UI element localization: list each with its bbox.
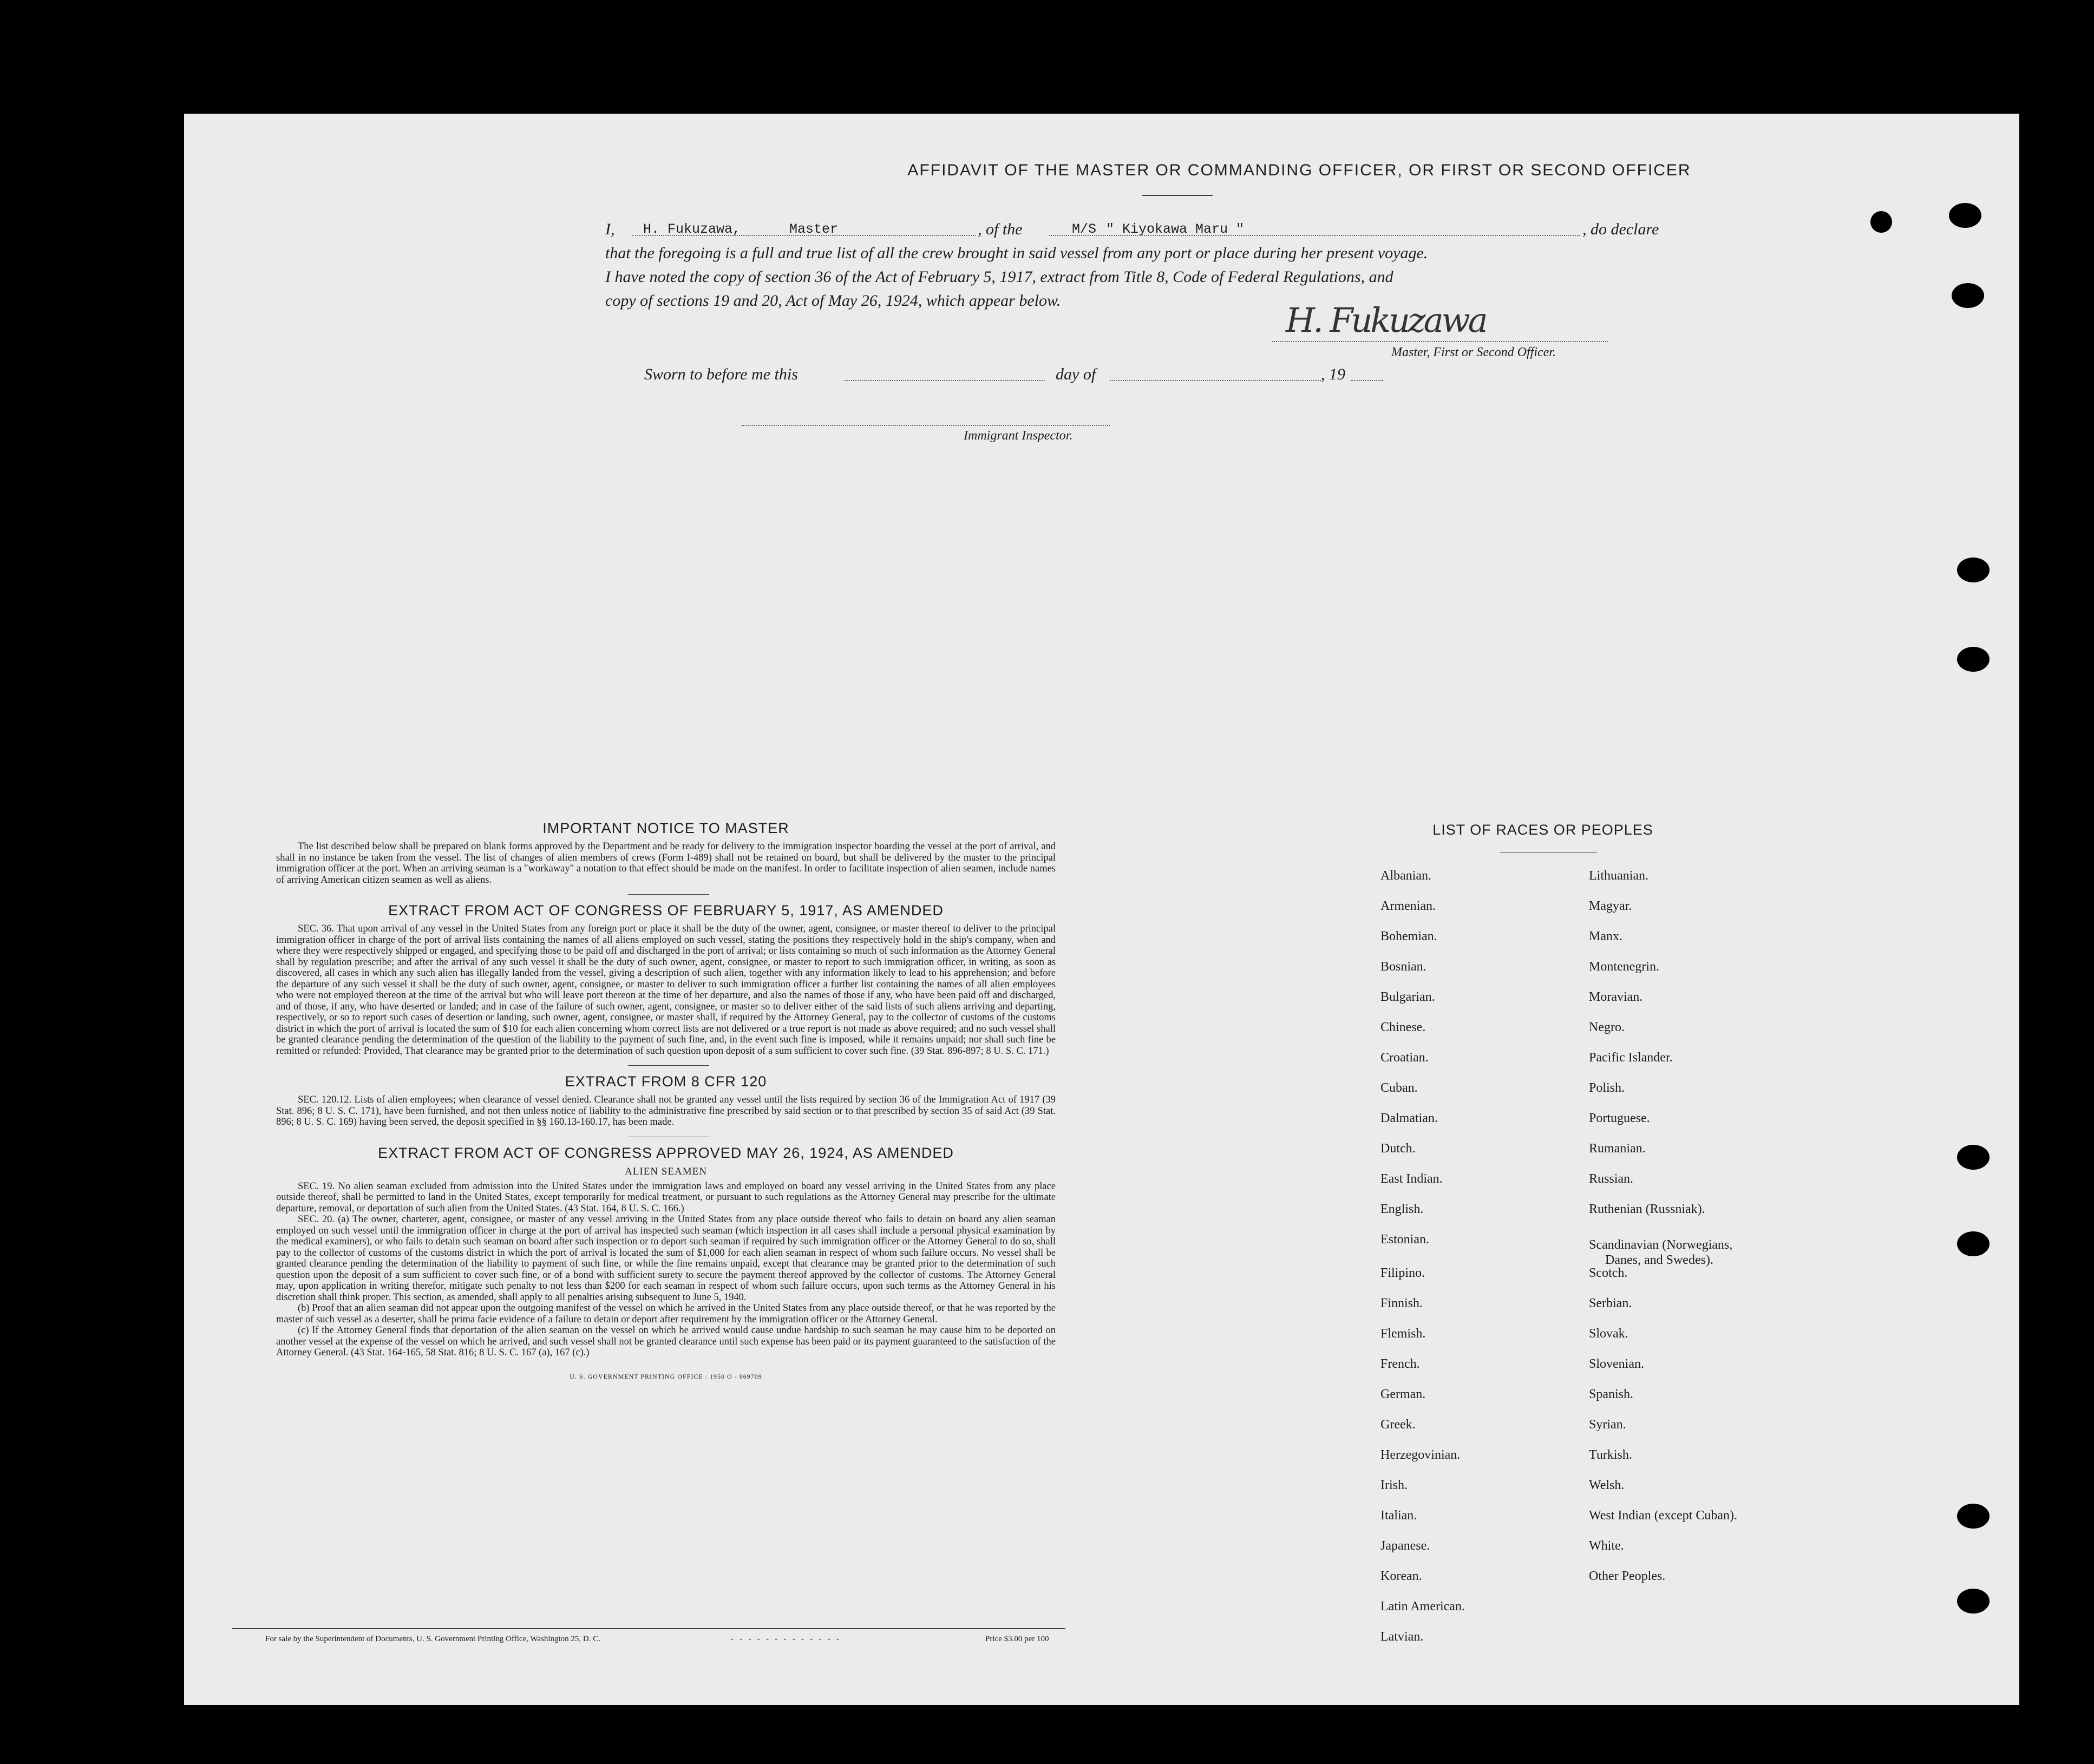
race-item: Italian. <box>1380 1509 1417 1523</box>
race-item: White. <box>1589 1539 1624 1553</box>
races-heading: LIST OF RACES OR PEOPLES <box>1432 822 1653 838</box>
race-item: Serbian. <box>1589 1296 1632 1310</box>
punch-hole <box>1957 558 1990 582</box>
race-item: Slovenian. <box>1589 1357 1644 1371</box>
sworn-day-dotline <box>845 380 1045 381</box>
race-item: Latin American. <box>1380 1599 1465 1614</box>
inspector-signature-line <box>742 425 1110 426</box>
race-item: Welsh. <box>1589 1478 1625 1492</box>
footer-price: Price $3.00 per 100 <box>985 1635 1049 1643</box>
race-item: Montenegrin. <box>1589 960 1659 974</box>
race-item: Herzegovinian. <box>1380 1448 1461 1462</box>
race-item: German. <box>1380 1387 1426 1401</box>
race-item: East Indian. <box>1380 1172 1443 1186</box>
punch-hole <box>1957 1145 1990 1170</box>
race-item: Russian. <box>1589 1172 1634 1186</box>
race-item: Dalmatian. <box>1380 1111 1438 1125</box>
title-divider <box>1142 195 1213 196</box>
vessel-prefix: M/S <box>1072 221 1097 237</box>
footer-rule <box>232 1628 1065 1629</box>
affidavit-title: AFFIDAVIT OF THE MASTER OR COMMANDING OFFICER, OR FIRST OR SECOND OFFICER <box>907 161 1691 179</box>
race-item: French. <box>1380 1357 1420 1371</box>
notice-text: The list described below shall be prepared on blank forms approved by the Department and be ready for delivery to the immigration inspector boarding the vessel at the port of arrival, and shall in no instance be taken from the vessel. The list of changes of alien members of crews (Form I-489) shall not be retained on board, but shall be delivered by the master to the principal immigration officer at the port. When an arriving seaman is a "workaway" a notation to that effect should be made on the manifest. In order to facilitate inspection of alien seamen, include names of arriving American citizen seamen as well as aliens. <box>276 841 1056 886</box>
extract-cfr-text: SEC. 120.12. Lists of alien employees; when clearance of vessel denied. Clearance shall not be granted any vessel until the lists required by section 36 of the Immigration Act of 1917 (39 Stat. 896; 8 U. S. C. 171), have been furnished, and not then unless notice of liability to the administrative fine prescribed by said section or to that prescribed by section 35 of said Act (39 Stat. 896; 8 U. S. C. 169) having been served, the deposit specified in §§ 160.13-160.17, has been made. <box>276 1094 1056 1127</box>
signer-caption: Master, First or Second Officer. <box>1391 345 1556 359</box>
extract-1917-heading: EXTRACT FROM ACT OF CONGRESS OF FEBRUARY 5, 1917, AS AMENDED <box>388 902 944 919</box>
race-item: West Indian (except Cuban). <box>1589 1509 1737 1523</box>
race-item: Portuguese. <box>1589 1111 1650 1125</box>
sworn-label: Sworn to before me this <box>644 365 798 383</box>
do-declare-text: , do declare <box>1582 220 1659 238</box>
race-item: Cuban. <box>1380 1081 1418 1095</box>
master-name: H. Fukuzawa, <box>643 221 741 237</box>
race-item: Ruthenian (Russniak). <box>1589 1202 1705 1216</box>
punch-hole <box>1870 211 1892 233</box>
race-item: Negro. <box>1589 1020 1625 1034</box>
race-item: Irish. <box>1380 1478 1408 1492</box>
extract-1917-divider <box>628 1065 709 1066</box>
affidavit-line-2: that the foregoing is a full and true list of all the crew brought in said vessel from any port or place during her present voyage. <box>605 244 1428 262</box>
extract-cfr-heading: EXTRACT FROM 8 CFR 120 <box>565 1073 767 1090</box>
affidavit-i: I, <box>605 220 615 238</box>
sworn-month-dotline <box>1110 380 1321 381</box>
race-item: Manx. <box>1589 929 1622 943</box>
race-item: Other Peoples. <box>1589 1569 1666 1583</box>
extract-1924-p4: (c) If the Attorney General finds that deportation of the alien seaman on the vessel on which he arrived would cause undue hardship to such seaman he may cause him to be deported on another vessel at the expense of the vessel on which he arrived, and such vessel shall not be granted clearance until such expense has been paid or its payment guaranteed to the satisfaction of the Attorney General. (43 Stat. 164-165, 58 Stat. 816; 8 U. S. C. 167 (a), 167 (c).) <box>276 1325 1056 1358</box>
extract-1924-p2: SEC. 20. (a) The owner, charterer, agent, consignee, or master of any vessel arriving in the United States from any place outside thereof who fails to detain on board any alien seaman employed on such vessel until the immigration officer in charge at the port of arrival has inspected such seaman (which inspection in all cases shall include a personal physical examination by the medical examiners), or who fails to detain such seaman on board after such inspection or to deport such seaman if required by such immigration officer or the Attorney General to do so, shall pay to the collector of customs of the customs district in which the port of arrival is located the sum of $1,000 for each alien seaman in respect of whom such failure occurs. No vessel shall be granted clearance pending the determination of the liability to payment of such fine, or while the fine remains unpaid, except that clearance may be granted prior to the determination of such question upon the deposit of a sum sufficient to cover such fine, or of a bond with sufficient surety to secure the payment thereof approved by the collector of customs. The Attorney General may, upon application in writing therefor, mitigate such penalty to not less than $200 for each seaman in respect of whom such failure occurs, upon such terms as the Attorney General in his discretion shall think proper. This section, as amended, shall apply to all penalties arising subsequent to June 5, 1940. <box>276 1214 1056 1303</box>
race-item: Scandinavian (Norwegians, <box>1589 1238 1733 1252</box>
punch-hole <box>1957 1231 1990 1256</box>
race-item: Moravian. <box>1589 990 1643 1004</box>
punch-hole <box>1949 203 1981 228</box>
race-item: Danes, and Swedes). <box>1605 1253 1713 1267</box>
extract-1917-text: SEC. 36. That upon arrival of any vessel in the United States from any foreign port or place it shall be the duty of the owner, agent, consignee, or master thereof to deliver to the principal immigration officer in charge of the port of arrival lists containing the names of all aliens employed on such vessel, stating the positions they respectively hold in the ship's company, when and where they were respectively shipped or engaged, and specifying those to be paid off and discharged in the port of arrival; or lists containing so much of such information as the Attorney General shall by regulation prescribe; and after the arrival of any such vessel it shall be the duty of such owner, agent, consignee, or master to report to such immigration officer, in writing, as soon as discovered, all cases in which any such alien has illegally landed from the vessel, giving a description of such alien, together with any information likely to lead to his apprehension; and before the departure of any such vessel it shall be the duty of such owner, agent, consignee, or master to deliver to such immigration officer a further list containing the names of all alien employees who were not employed thereon at the time of the arrival but who will leave port thereon at the time of her departure, and also the names of those if any, who have been paid off and discharged, and of those, if any, who have deserted or landed; and in case of the failure of such owner, agent, consignee, or master so to deliver either of the said lists of such aliens arriving and departing, respectively, or so to report such cases of desertion or landing, such owner, agent, consignee, or master shall, if required by the Attorney General, pay to the collector of customs of the customs district in which the port of arrival is located the sum of $10 for each alien concerning whom correct lists are not delivered or a true report is not made as above required; and no such vessel shall be granted clearance pending the determination of the question of the liability to the payment of such fine, and, in the event such fine is imposed, while it remains unpaid; nor shall such fine be remitted or refunded: Provided, That clearance may be granted prior to the determination of such question upon deposit of a sum sufficient to cover such fine. (39 Stat. 896-897; 8 U. S. C. 171.) <box>276 923 1056 1057</box>
inspector-caption: Immigrant Inspector. <box>964 429 1073 443</box>
race-item: Bulgarian. <box>1380 990 1435 1004</box>
race-item: Scotch. <box>1589 1266 1628 1280</box>
rank-dotline <box>632 235 976 236</box>
year-prefix: , 19 <box>1321 365 1345 383</box>
footer-left: For sale by the Superintendent of Documents, U. S. Government Printing Office, Washington 25, D. C. <box>265 1635 600 1643</box>
race-item: Turkish. <box>1589 1448 1632 1462</box>
master-rank: Master <box>789 221 839 237</box>
punch-hole <box>1957 1504 1990 1529</box>
notices-column <box>276 820 1056 1381</box>
race-item: Syrian. <box>1589 1418 1626 1432</box>
race-item: English. <box>1380 1202 1424 1216</box>
race-item: Magyar. <box>1589 899 1632 913</box>
race-item: Bohemian. <box>1380 929 1437 943</box>
race-item: Korean. <box>1380 1569 1422 1583</box>
race-item: Japanese. <box>1380 1539 1430 1553</box>
sworn-year-dotline <box>1351 380 1383 381</box>
vessel-name: " Kiyokawa Maru " <box>1106 221 1245 237</box>
punch-hole <box>1952 283 1984 308</box>
signature-line <box>1272 341 1608 342</box>
footer-dashes: - - - - - - - - - - - - - <box>731 1635 839 1643</box>
extract-1924-heading: EXTRACT FROM ACT OF CONGRESS APPROVED MAY 26, 1924, AS AMENDED <box>378 1144 954 1161</box>
race-item: Finnish. <box>1380 1296 1423 1310</box>
race-item: Lithuanian. <box>1589 869 1648 883</box>
extract-1924-subheading: ALIEN SEAMEN <box>625 1165 707 1177</box>
master-signature: H. Fukuzawa <box>1286 300 1486 340</box>
affidavit-line-4: copy of sections 19 and 20, Act of May 26, 1924, which appear below. <box>605 292 1061 310</box>
extract-1924-p3: (b) Proof that an alien seaman did not appear upon the outgoing manifest of the vessel on which he arrived in the United States from any place outside thereof, or that he was reported by the master of such vessel as a deserter, shall be prima facie evidence of a failure to detain or deport after requirement by the immigration officer or the Attorney General. <box>276 1303 1056 1325</box>
of-the-text: , of the <box>978 220 1023 238</box>
race-item: Flemish. <box>1380 1327 1426 1341</box>
race-item: Chinese. <box>1380 1020 1426 1034</box>
race-item: Spanish. <box>1589 1387 1634 1401</box>
race-item: Estonian. <box>1380 1232 1429 1247</box>
race-item: Greek. <box>1380 1418 1416 1432</box>
sworn-line <box>644 363 1348 386</box>
gpo-imprint: U. S. GOVERNMENT PRINTING OFFICE : 1950 O - 869709 <box>570 1372 762 1380</box>
race-item: Slovak. <box>1589 1327 1628 1341</box>
notice-divider <box>628 894 709 895</box>
race-item: Rumanian. <box>1589 1142 1646 1156</box>
affidavit-line-1 <box>605 218 1699 241</box>
punch-hole <box>1957 1589 1990 1614</box>
race-item: Bosnian. <box>1380 960 1426 974</box>
race-item: Albanian. <box>1380 869 1431 883</box>
form-page <box>184 114 2019 1705</box>
vessel-dotline <box>1049 235 1580 236</box>
day-of-label: day of <box>1056 365 1096 383</box>
race-item: Croatian. <box>1380 1051 1429 1065</box>
punch-hole <box>1957 647 1990 672</box>
extract-1924-p1: SEC. 19. No alien seaman excluded from admission into the United States under the immigration laws and employed on board any vessel arriving in the United States from any place outside thereof, shall be permitted to land in the United States, except temporarily for medical treatment, or pursuant to such regulations as the Attorney General may prescribe for the ultimate departure, removal, or deportation of such alien from the United States. (43 Stat. 164, 8 U. S. C. 166.) <box>276 1181 1056 1214</box>
race-item: Latvian. <box>1380 1630 1424 1644</box>
race-item: Filipino. <box>1380 1266 1425 1280</box>
race-item: Dutch. <box>1380 1142 1416 1156</box>
race-item: Polish. <box>1589 1081 1625 1095</box>
race-item: Pacific Islander. <box>1589 1051 1673 1065</box>
affidavit-line-3: I have noted the copy of section 36 of the Act of February 5, 1917, extract from Title 8, Code of Federal Regulations, and <box>605 268 1393 286</box>
race-item: Armenian. <box>1380 899 1436 913</box>
notice-heading: IMPORTANT NOTICE TO MASTER <box>542 820 789 836</box>
